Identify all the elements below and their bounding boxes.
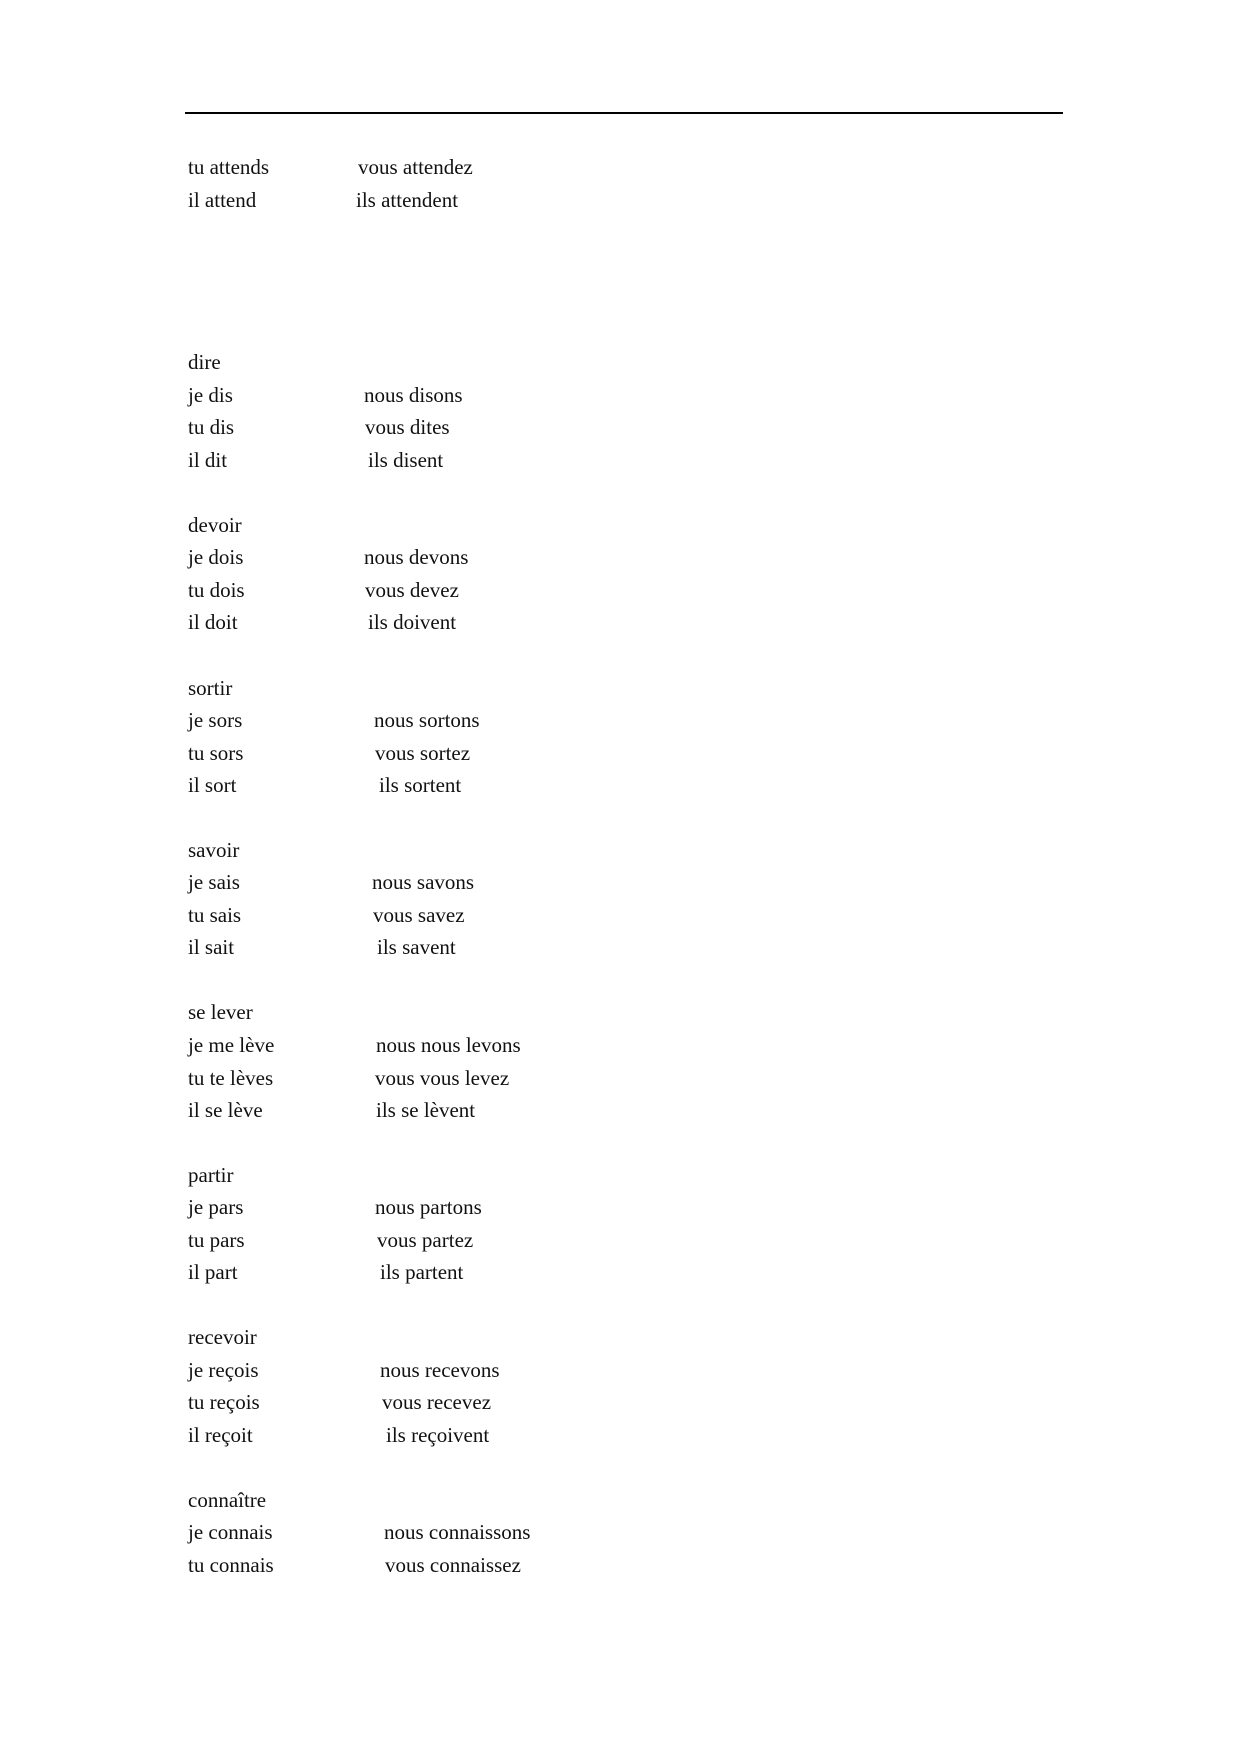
verb-heading: dire [188, 350, 221, 374]
singular-form: tu reçois [188, 1390, 260, 1414]
plural-form: vous connaissez [385, 1553, 521, 1577]
singular-form: il part [188, 1260, 238, 1284]
plural-form: vous vous levez [375, 1066, 510, 1090]
singular-form: tu te lèves [188, 1066, 274, 1090]
singular-form: je pars [188, 1195, 244, 1219]
singular-form: je sors [188, 708, 243, 732]
singular-form: il doit [188, 610, 238, 634]
plural-form: ils attendent [356, 188, 459, 212]
singular-form: tu sors [188, 741, 244, 765]
singular-form: il reçoit [188, 1423, 253, 1447]
plural-form: ils savent [377, 935, 456, 959]
singular-form: je me lève [188, 1033, 275, 1057]
plural-form: vous recevez [382, 1390, 492, 1414]
plural-form: ils doivent [368, 610, 457, 634]
plural-form: vous sortez [375, 741, 471, 765]
singular-form: tu dois [188, 578, 245, 602]
singular-form: tu pars [188, 1228, 245, 1252]
singular-form: tu attends [188, 155, 270, 179]
verb-heading: connaître [188, 1488, 267, 1512]
singular-form: tu dis [188, 415, 235, 439]
verb-heading: sortir [188, 676, 233, 700]
plural-form: ils partent [380, 1260, 464, 1284]
plural-form: nous savons [372, 870, 475, 894]
plural-form: vous partez [377, 1228, 474, 1252]
plural-form: ils sortent [379, 773, 462, 797]
verb-heading: savoir [188, 838, 240, 862]
singular-form: je sais [188, 870, 240, 894]
plural-form: ils disent [368, 448, 444, 472]
plural-form: ils reçoivent [386, 1423, 490, 1447]
singular-form: je connais [188, 1520, 273, 1544]
singular-form: je dis [188, 383, 233, 407]
singular-form: je dois [188, 545, 244, 569]
plural-form: nous recevons [380, 1358, 500, 1382]
singular-form: tu connais [188, 1553, 274, 1577]
verb-heading: recevoir [188, 1325, 257, 1349]
verb-heading: partir [188, 1163, 234, 1187]
singular-form: je reçois [188, 1358, 259, 1382]
plural-form: vous attendez [358, 155, 473, 179]
singular-form: il sort [188, 773, 237, 797]
plural-form: vous devez [365, 578, 459, 602]
plural-form: vous dites [365, 415, 450, 439]
singular-form: il se lève [188, 1098, 263, 1122]
plural-form: nous partons [375, 1195, 482, 1219]
plural-form: ils se lèvent [376, 1098, 476, 1122]
singular-form: il sait [188, 935, 235, 959]
plural-form: nous devons [364, 545, 469, 569]
plural-form: vous savez [373, 903, 465, 927]
singular-form: il dit [188, 448, 228, 472]
plural-form: nous connaissons [384, 1520, 531, 1544]
plural-form: nous disons [364, 383, 463, 407]
singular-form: il attend [188, 188, 257, 212]
verb-heading: se lever [188, 1000, 253, 1024]
plural-form: nous sortons [374, 708, 480, 732]
singular-form: tu sais [188, 903, 242, 927]
verb-heading: devoir [188, 513, 242, 537]
plural-form: nous nous levons [376, 1033, 521, 1057]
